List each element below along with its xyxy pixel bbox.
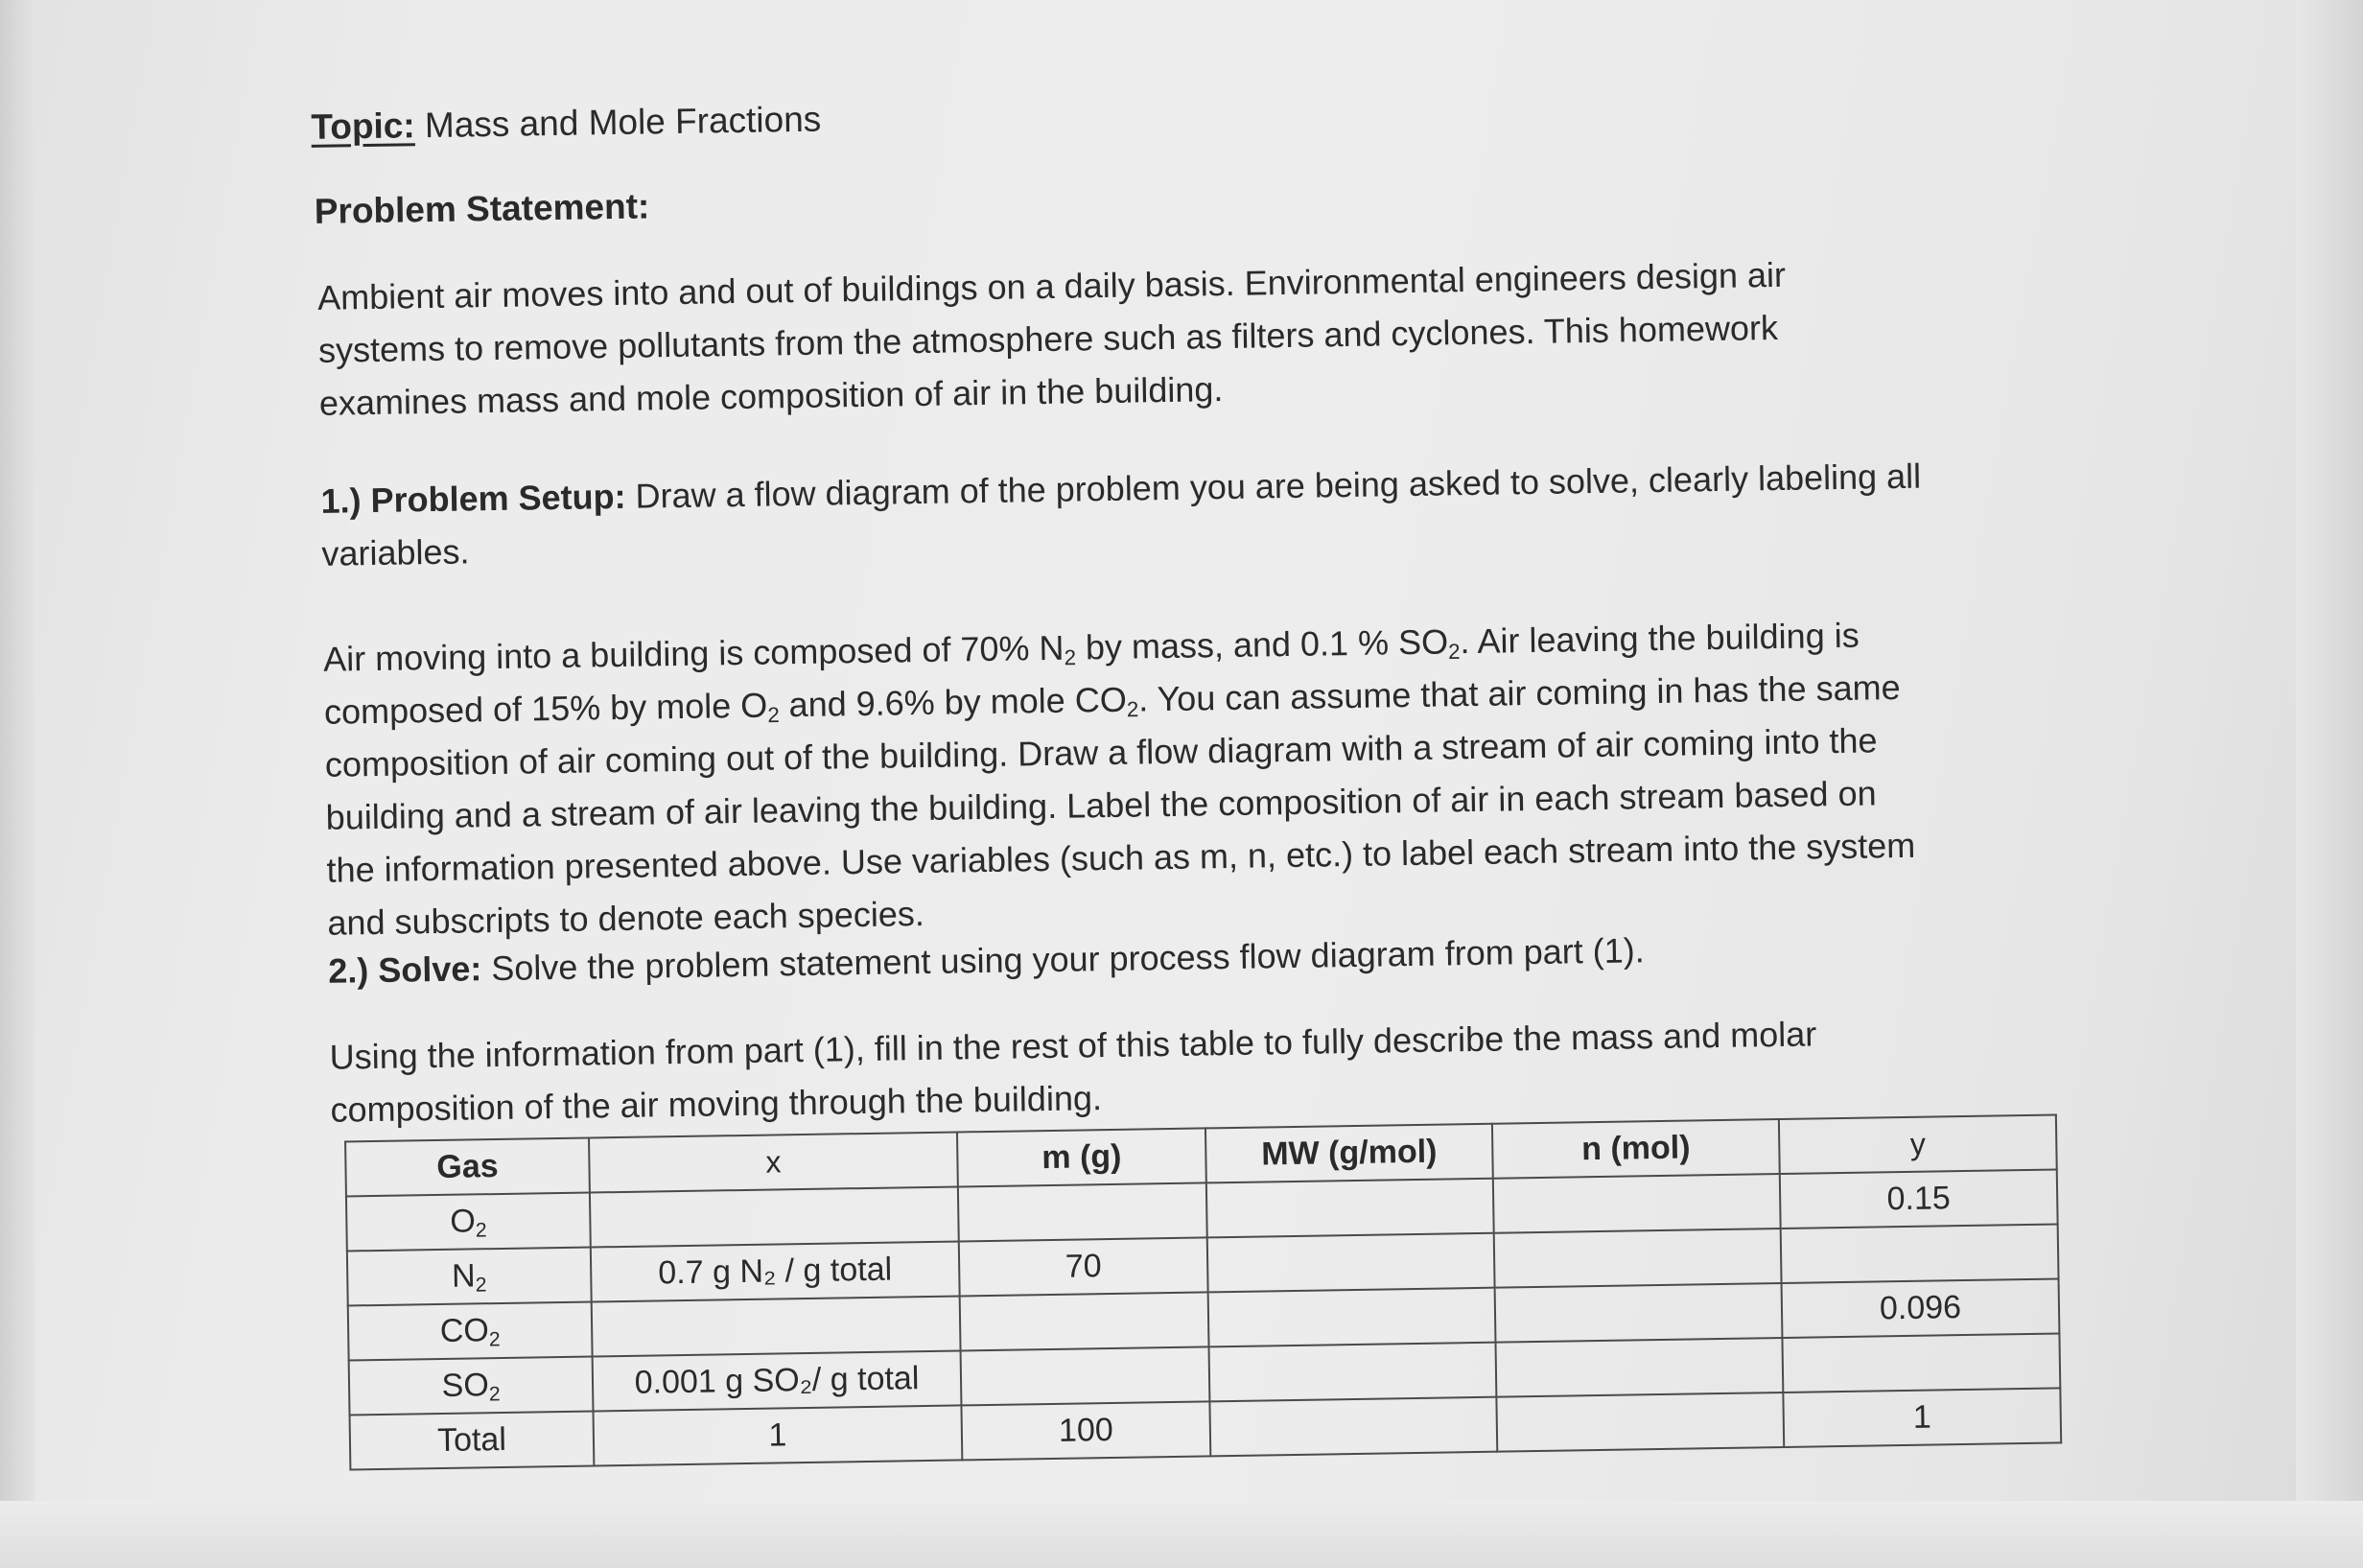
header-moles: n (mol) [1492,1119,1780,1179]
intro-line-1: Ambient air moves into and out of buildings on a daily basis. Environmental engineers design air [316,254,1787,317]
gas-name: Total [436,1420,507,1460]
cell-y[interactable]: 1 [1783,1388,2061,1447]
gas-subscript: 2 [488,1383,501,1406]
cell-mass[interactable]: 100 [961,1401,1210,1460]
setup-paragraph [323,606,2054,949]
subscript: 2 [1126,697,1139,722]
part2-label: 2.) Solve: [327,948,482,991]
cell-gas [347,1248,592,1306]
table-intro-line-2: composition of the air moving through the building. [330,1078,1103,1130]
cell-x[interactable]: 0.001 g SO₂/ g total [593,1350,962,1411]
setup-line-4: building and a stream of air leaving the building. Label the composition of air in each stream based on [325,773,1877,837]
cell-gas [348,1301,593,1360]
setup-line-6: and subscripts to denote each species. [327,893,925,943]
intro-line-2: systems to remove pollutants from the atmosphere such as filters and cyclones. This homework [317,307,1779,370]
gas-name: SO [441,1367,490,1404]
intro-paragraph [317,245,2046,430]
gas-subscript: 2 [475,1274,487,1297]
cell-y[interactable] [1782,1333,2060,1392]
header-x: x [589,1132,958,1192]
composition-table-wrapper [344,1113,2062,1470]
cell-mass[interactable] [961,1346,1210,1405]
cell-mw[interactable] [1209,1343,1497,1402]
cell-x[interactable]: 1 [594,1405,963,1465]
setup-text-6: . You can assume that air coming in has the same [1137,667,1901,719]
cell-mw[interactable] [1206,1179,1494,1238]
cell-moles[interactable] [1496,1392,1784,1452]
intro-line-3: examines mass and mole composition of air in the building. [318,369,1224,423]
cell-mw[interactable] [1208,1288,1496,1347]
cell-x[interactable]: 0.7 g N₂ / g total [591,1241,960,1301]
cell-x[interactable] [592,1296,961,1356]
gas-subscript: 2 [475,1219,487,1242]
page-margin-left [0,0,35,1568]
part1-label: 1.) Problem Setup: [320,476,626,521]
setup-text-5: and 9.6% by mole CO [779,679,1128,725]
cell-moles[interactable] [1495,1338,1783,1397]
cell-mw[interactable] [1207,1233,1495,1293]
gas-name: O [449,1203,477,1240]
header-y: y [1779,1114,2057,1174]
setup-text-1: Air moving into a building is composed of 70% N [322,627,1065,679]
topic-title: Mass and Mole Fractions [414,99,822,146]
cell-gas [350,1411,595,1469]
header-gas: Gas [345,1138,590,1197]
cell-y[interactable]: 0.096 [1782,1278,2060,1338]
problem-statement-heading: Problem Statement: [314,186,650,231]
cell-mass[interactable]: 70 [959,1237,1208,1296]
cell-mass[interactable] [960,1292,1209,1350]
part1-line-1: Draw a flow diagram of the problem you are being asked to solve, clearly labeling all [625,456,1922,516]
gas-name: CO [439,1312,490,1349]
page-margin-right [2296,0,2363,1568]
cell-mass[interactable] [958,1182,1207,1241]
page-bottom-margin [0,1501,2363,1568]
gas-subscript: 2 [488,1328,501,1351]
cell-y[interactable] [1781,1224,2059,1283]
composition-table [344,1113,2062,1470]
cell-mw[interactable] [1209,1397,1497,1457]
header-mw: MW (g/mol) [1205,1124,1493,1183]
cell-moles[interactable] [1494,1229,1782,1288]
setup-text-3: . Air leaving the building is [1460,615,1860,662]
gas-name: N [451,1257,476,1295]
table-intro-line-1: Using the information from part (1), fill in the rest of this table to fully describe the mass and molar [329,1014,1817,1077]
cell-y[interactable]: 0.15 [1780,1169,2058,1229]
setup-line-3: composition of air coming out of the building. Draw a flow diagram with a stream of air coming into the [324,720,1878,784]
part1-line-2: variables. [321,531,470,573]
topic-line [311,93,822,153]
part2-text: Solve the problem statement using your process flow diagram from part (1). [480,930,1645,989]
setup-line-5: the information presented above. Use variables (such as m, n, etc.) to label each stream into the system [326,825,1916,890]
cell-x[interactable] [590,1186,959,1247]
header-mass: m (g) [957,1128,1206,1186]
subscript: 2 [1064,645,1077,670]
setup-text-2: by mass, and 0.1 % SO [1075,621,1449,667]
subscript: 2 [767,702,780,728]
cell-moles[interactable] [1493,1174,1781,1233]
subscript: 2 [1447,639,1461,664]
topic-label: Topic: [311,105,415,147]
cell-gas [346,1193,591,1252]
cell-moles[interactable] [1495,1283,1783,1343]
cell-gas [349,1356,594,1415]
setup-text-4: composed of 15% by mole O [323,685,768,732]
